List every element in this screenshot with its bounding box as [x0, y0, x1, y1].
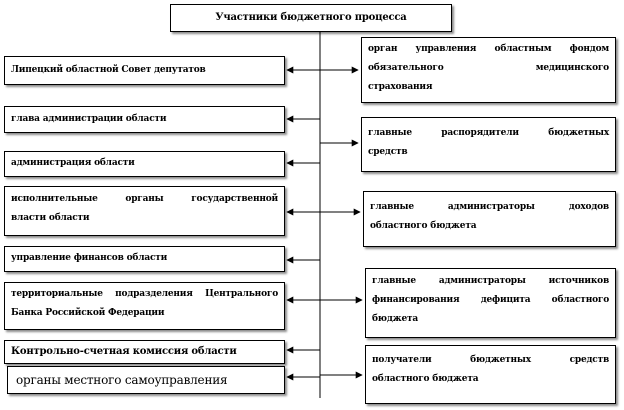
node-text-line: управление финансов области: [11, 253, 168, 263]
node-text-line: средств: [368, 147, 408, 157]
node-text-line: главные администраторы доходов: [370, 202, 609, 212]
node-text-line: финансирования дефицита областного: [372, 295, 609, 305]
node-duma: [4, 56, 285, 85]
node-src-admin: [365, 268, 616, 338]
node-audit: [4, 340, 285, 364]
node-text-line: территориальные подразделения Центрального: [11, 289, 278, 299]
node-text-line: страхования: [368, 82, 433, 92]
node-text-line: областного бюджета: [372, 374, 479, 384]
node-text-line: обязательного медицинского: [368, 63, 609, 73]
diagram-title: Участники бюджетного процесса: [170, 4, 452, 32]
node-text-line: главные администраторы источников: [372, 276, 609, 286]
node-fund: [361, 37, 616, 103]
node-text-line: Контрольно-счетная комиссия области: [11, 346, 237, 357]
node-text-line: орган управления областным фондом: [368, 44, 609, 54]
node-text-line: бюджета: [372, 314, 419, 324]
node-text-line: власти области: [11, 213, 90, 223]
node-rev-admin: [363, 191, 616, 247]
node-recipients: [365, 345, 616, 404]
node-text-line: Липецкий областной Совет депутатов: [11, 65, 206, 75]
node-main-mgr: [361, 117, 616, 172]
node-cbank: [4, 282, 285, 330]
node-head: [4, 106, 285, 133]
node-local: [7, 366, 285, 394]
node-admin: [4, 151, 285, 177]
node-text-line: Банка Российской Федерации: [11, 308, 165, 318]
node-text-line: органы местного самоуправления: [16, 373, 228, 387]
node-text-line: областного бюджета: [370, 221, 477, 231]
node-text-line: администрация области: [11, 158, 135, 168]
node-text-line: глава администрации области: [11, 114, 167, 124]
node-exec: [4, 186, 285, 236]
node-text-line: получатели бюджетных средств: [372, 355, 609, 365]
node-finance: [4, 246, 285, 272]
node-text-line: исполнительные органы государственной: [11, 194, 278, 204]
node-text-line: главные распорядители бюджетных: [368, 128, 609, 138]
